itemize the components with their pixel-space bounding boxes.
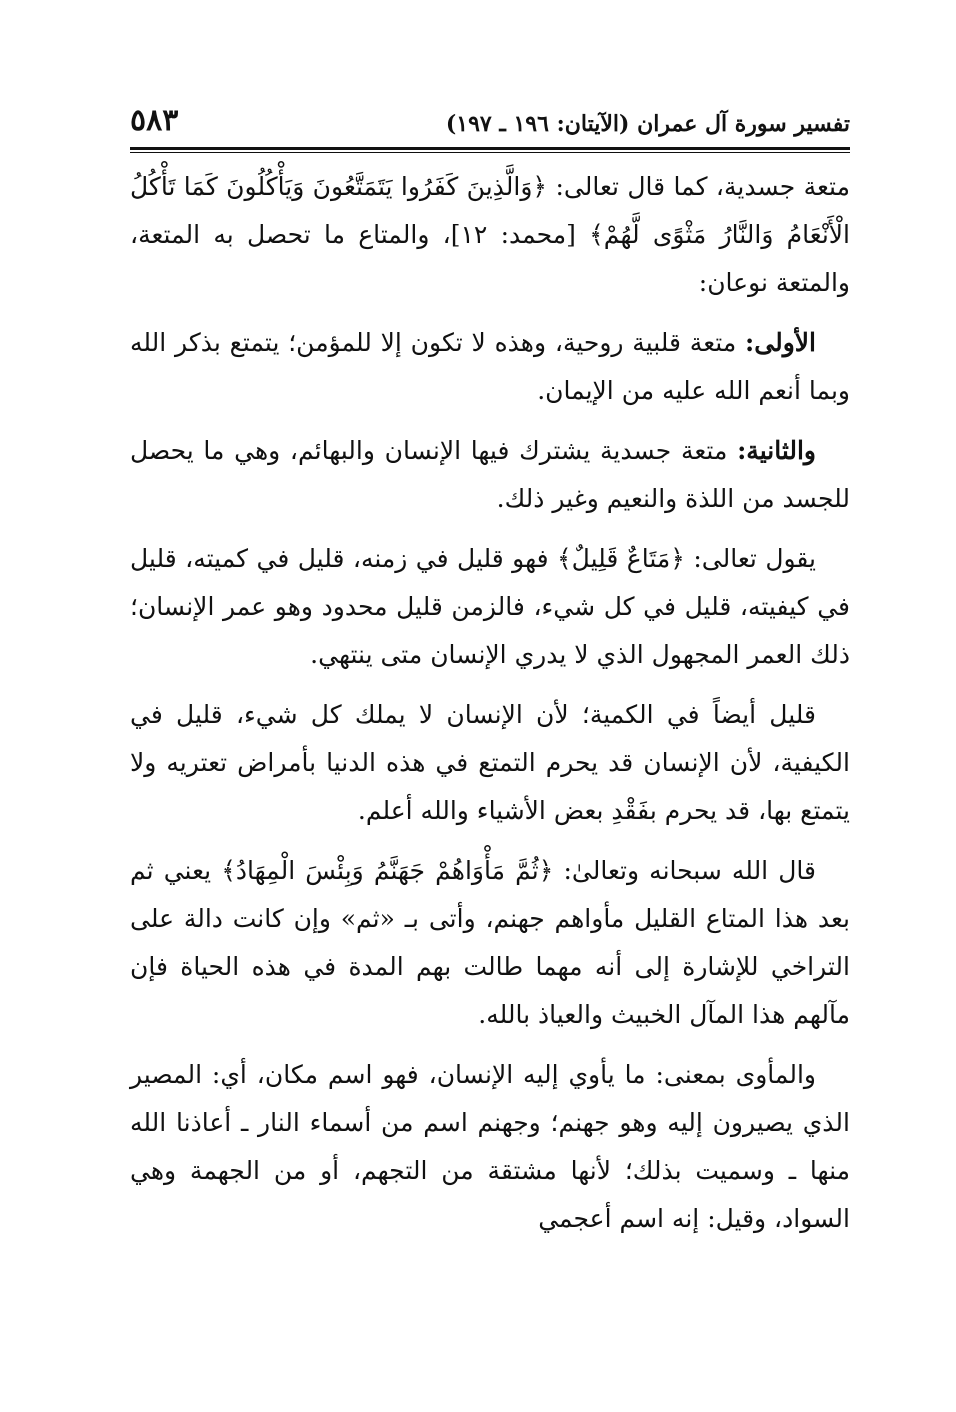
paragraph-5-text: قليل أيضاً في الكمية؛ لأن الإنسان لا يملك كل شيء، قليل في الكيفية، لأن الإنسان قد يحرم التمتع في هذه الدنيا بأمراض تعتريه ولا يتمتع بها، قد يحرم بفَقْدِ بعض الأشياء والله أعلم. — [130, 700, 851, 825]
paragraph-5 — [130, 691, 850, 835]
paragraph-2 — [130, 319, 850, 415]
paragraph-1-text-a: متعة جسدية، كما قال تعالى: — [547, 172, 850, 201]
quran-verse: ﴿مَتَاعٌ قَلِيلٌ﴾ — [557, 544, 685, 573]
running-title: تفسير سورة آل عمران (الآيتان: ١٩٦ ـ ١٩٧) — [445, 111, 850, 137]
quran-verse: ﴿وَالَّذِينَ كَفَرُوا يَتَمَتَّعُونَ وَيَأْكُلُونَ كَمَا تَأْكُلُ الْأَنْعَامُ وَالنَّارُ مَثْوًى لَّهُمْ﴾ — [130, 172, 850, 249]
page-number: ٥٨٣ — [130, 103, 179, 138]
paragraph-4 — [130, 535, 850, 679]
page-header — [130, 95, 850, 147]
paragraph-6 — [130, 847, 850, 1039]
paragraph-6-text-b: يعني ثم بعد هذا المتاع القليل مأواهم جهنم، وأتى بـ «ثم» وإن كانت دالة على التراخي للإشارة إلى أنه مهما طالت بهم المدة في هذه الحياة فإن مآلهم هذا المآل الخبيث والعياذ بالله. — [130, 856, 850, 1029]
header-rule — [130, 147, 850, 153]
document-page — [130, 95, 850, 1255]
quran-verse: ﴿ثُمَّ مَأْوَاهُمْ جَهَنَّمُ وَبِئْسَ الْمِهَادُ﴾ — [221, 856, 554, 885]
term-second: والثانية: — [737, 436, 816, 465]
term-first: الأولى: — [745, 328, 816, 357]
paragraph-2-text: متعة قلبية روحية، وهذه لا تكون إلا للمؤمن؛ يتمتع بذكر الله وبما أنعم الله عليه من الإيمان. — [130, 328, 850, 405]
paragraph-1-text-b: [محمد: ١٢]، والمتاع ما تحصل به المتعة، والمتعة نوعان: — [130, 220, 850, 297]
paragraph-6-text-a: قال الله سبحانه وتعالىٰ: — [553, 856, 816, 885]
paragraph-1 — [130, 163, 850, 307]
paragraph-7 — [130, 1051, 850, 1243]
paragraph-3 — [130, 427, 850, 523]
paragraph-4-text-a: يقول تعالى: — [684, 544, 817, 573]
page-body — [130, 163, 850, 1243]
paragraph-3-text: متعة جسدية يشترك فيها الإنسان والبهائم، وهي ما يحصل للجسد من اللذة والنعيم وغير ذلك. — [130, 436, 850, 513]
paragraph-7-text: والمأوى بمعنى: ما يأوي إليه الإنسان، فهو اسم مكان، أي: المصير الذي يصيرون إليه وهو جهنم؛ وجهنم اسم من أسماء النار ـ أعاذنا الله منها ـ وسميت بذلك؛ لأنها مشتقة من التجهم، أو من الجهمة وهي السواد، وقيل: إنه اسم أعجمي — [130, 1060, 850, 1233]
paragraph-4-text-b: فهو قليل في زمنه، قليل في كميته، قليل في كيفيته، قليل في كل شيء، فالزمن قليل محدود وهو عمر الإنسان؛ ذلك العمر المجهول الذي لا يدري الإنسان متى ينتهي. — [130, 544, 850, 669]
